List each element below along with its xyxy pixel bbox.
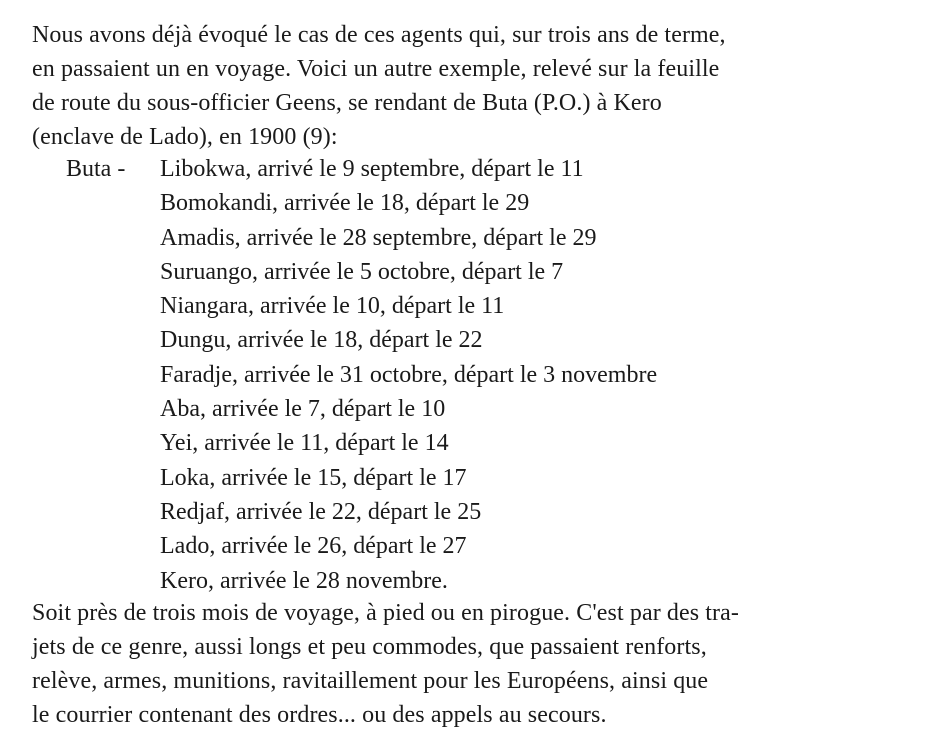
itinerary-row [66, 564, 826, 598]
intro-line-2: en passaient un en voyage. Voici un autre exemple, relevé sur la feuille [32, 56, 720, 82]
itinerary-list [66, 152, 826, 598]
itinerary-stop: Redjaf, arrivée le 22, départ le 25 [160, 498, 482, 525]
itinerary-origin: Buta - [66, 156, 126, 182]
itinerary-stop: Loka, arrivée le 15, départ le 17 [160, 464, 467, 491]
intro-line-4: (enclave de Lado), en 1900 (9): [32, 124, 338, 150]
itinerary-stop: Dungu, arrivée le 18, départ le 22 [160, 327, 483, 354]
conclusion-paragraph [32, 596, 904, 732]
itinerary-row [66, 186, 826, 220]
itinerary-row [66, 461, 826, 495]
intro-line-1: Nous avons déjà évoqué le cas de ces agents qui, sur trois ans de terme, [32, 22, 726, 48]
intro-line-3: de route du sous-officier Geens, se rendant de Buta (P.O.) à Kero [32, 90, 662, 116]
conclusion-line-2: jets de ce genre, aussi longs et peu commodes, que passaient renforts, [32, 634, 707, 660]
itinerary-row [66, 221, 826, 255]
itinerary-stop: Faradje, arrivée le 31 octobre, départ le 3 novembre [160, 361, 658, 388]
itinerary-stop: Yei, arrivée le 11, départ le 14 [160, 430, 449, 457]
itinerary-stop: Kero, arrivée le 28 novembre. [160, 567, 448, 594]
itinerary-stop: Niangara, arrivée le 10, départ le 11 [160, 293, 505, 320]
itinerary-stop: Lado, arrivée le 26, départ le 27 [160, 533, 467, 560]
itinerary-row [66, 289, 826, 323]
itinerary-stop: Bomokandi, arrivée le 18, départ le 29 [160, 190, 530, 217]
itinerary-row [66, 529, 826, 563]
conclusion-line-4: le courrier contenant des ordres... ou des appels au secours. [32, 702, 607, 728]
itinerary-row [66, 358, 826, 392]
intro-paragraph [32, 18, 904, 154]
itinerary-stop: Amadis, arrivée le 28 septembre, départ le 29 [160, 224, 597, 251]
itinerary-row [66, 323, 826, 357]
itinerary-stop: Libokwa, arrivé le 9 septembre, départ le 11 [160, 156, 584, 182]
itinerary-row [66, 495, 826, 529]
itinerary-row [66, 255, 826, 289]
conclusion-line-3: relève, armes, munitions, ravitaillement pour les Européens, ainsi que [32, 668, 709, 694]
itinerary-row [66, 152, 826, 186]
itinerary-stop: Suruango, arrivée le 5 octobre, départ le 7 [160, 258, 564, 285]
itinerary-row [66, 426, 826, 460]
conclusion-line-1: Soit près de trois mois de voyage, à pied ou en pirogue. C'est par des tra- [32, 600, 739, 626]
itinerary-row [66, 392, 826, 426]
itinerary-stop: Aba, arrivée le 7, départ le 10 [160, 396, 446, 423]
